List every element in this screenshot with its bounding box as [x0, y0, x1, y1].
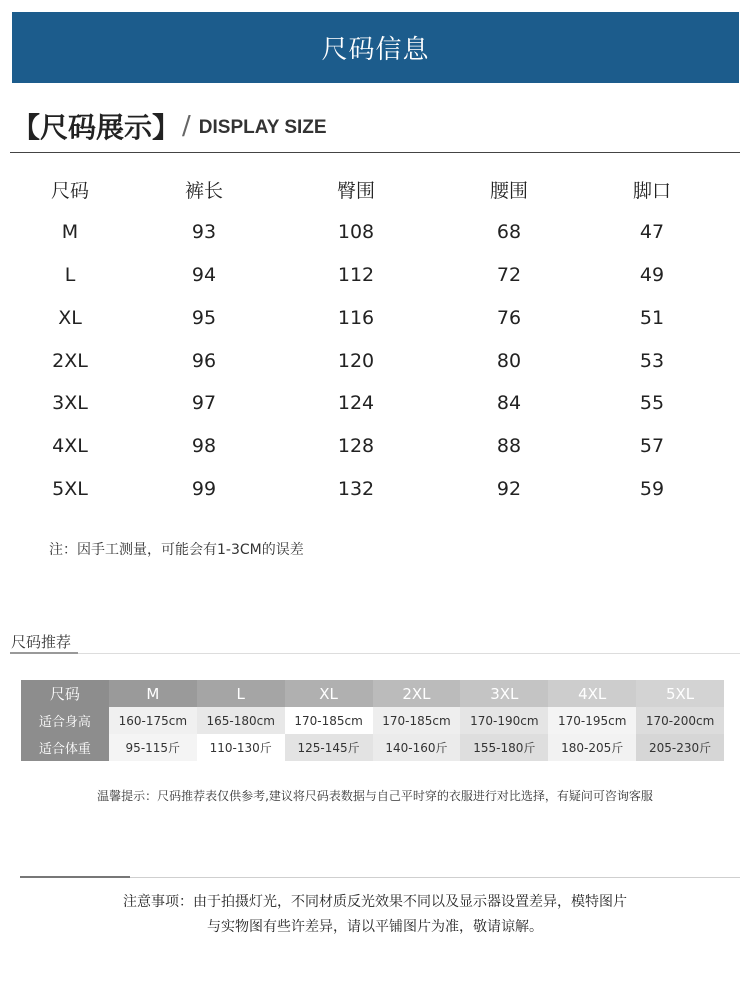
table-cell: 49	[639, 263, 665, 286]
table-cell: 5XL	[52, 477, 88, 500]
measurement-note: 注：因手工测量，可能会有1-3CM的误差	[49, 542, 304, 558]
table-cell: 53	[639, 349, 665, 372]
table-cell: 96	[191, 349, 217, 372]
section-title-en: DISPLAY SIZE	[198, 117, 327, 138]
banner	[12, 12, 739, 83]
table-cell: 94	[191, 263, 217, 286]
notice-line-2: 与实物图有些许差异，请以平铺图片为准，敬请谅解。	[207, 919, 543, 935]
size-tip: 温馨提示：尺码推荐表仅供参考,建议将尺码表数据与自己平时穿的衣服进行对比选择，有疑问可咨询客服	[97, 789, 653, 803]
table-cell: 92	[496, 477, 522, 500]
table-cell: 68	[496, 221, 522, 244]
recommend-header-row	[21, 680, 724, 707]
recommend-weight-cell: 110-130斤	[197, 734, 285, 761]
recommend-header-cell: 3XL	[460, 680, 548, 707]
recommend-height-cell: 170-185cm	[285, 707, 373, 734]
table-cell: 51	[639, 306, 665, 329]
recommend-weight-cell: 205-230斤	[636, 734, 724, 761]
table-cell: 99	[191, 477, 217, 500]
notice-divider-light	[130, 877, 740, 878]
notice-divider-dark	[20, 876, 130, 878]
recommend-header-cell: L	[197, 680, 285, 707]
notice	[0, 890, 750, 940]
recommend-height-label: 适合身高	[21, 707, 109, 734]
size-table	[0, 168, 750, 510]
header-cell: 臀围	[336, 179, 375, 202]
recommend-title-underline	[10, 652, 78, 654]
table-row	[0, 254, 750, 297]
table-cell: M	[61, 221, 79, 244]
section-title-slash: /	[182, 111, 191, 141]
table-cell: 112	[337, 263, 375, 286]
table-row	[0, 296, 750, 339]
table-cell: 3XL	[52, 392, 88, 415]
recommend-height-cell: 170-185cm	[373, 707, 461, 734]
table-cell: XL	[58, 306, 82, 329]
recommend-weight-cell: 155-180斤	[460, 734, 548, 761]
table-cell: 80	[496, 349, 522, 372]
table-cell: 55	[639, 392, 665, 415]
table-row	[0, 468, 750, 511]
table-row	[0, 382, 750, 425]
table-cell: 72	[496, 263, 522, 286]
table-cell: 108	[337, 221, 375, 244]
recommend-divider	[78, 653, 740, 654]
recommend-weight-cell: 95-115斤	[109, 734, 197, 761]
table-cell: 116	[337, 306, 375, 329]
table-cell: 59	[639, 477, 665, 500]
table-cell: 93	[191, 221, 217, 244]
recommend-table	[21, 680, 724, 761]
notice-line-1: 注意事项：由于拍摄灯光，不同材质反光效果不同以及显示器设置差异，模特图片	[123, 894, 627, 910]
section-title-cn: 【尺码展示】	[12, 111, 181, 144]
recommend-height-cell: 160-175cm	[109, 707, 197, 734]
recommend-header-cell: M	[109, 680, 197, 707]
recommend-header-cell: XL	[285, 680, 373, 707]
table-cell: 132	[337, 477, 375, 500]
table-cell: 4XL	[52, 435, 88, 458]
recommend-weight-row	[21, 734, 724, 761]
section-divider	[10, 152, 740, 153]
table-cell: 95	[191, 306, 217, 329]
header-cell: 腰围	[489, 179, 528, 202]
recommend-height-cell: 170-200cm	[636, 707, 724, 734]
table-cell: 128	[337, 435, 375, 458]
table-cell: 98	[191, 435, 217, 458]
table-cell: 97	[191, 392, 217, 415]
recommend-height-row	[21, 707, 724, 734]
table-row	[0, 211, 750, 254]
table-cell: 57	[639, 435, 665, 458]
recommend-height-cell: 170-190cm	[460, 707, 548, 734]
table-cell: 47	[639, 221, 665, 244]
table-cell: 76	[496, 306, 522, 329]
recommend-header-cell: 5XL	[636, 680, 724, 707]
table-cell: 88	[496, 435, 522, 458]
header-cell: 尺码	[50, 179, 89, 202]
recommend-weight-label: 适合体重	[21, 734, 109, 761]
table-cell: 120	[337, 349, 375, 372]
recommend-header-cell: 2XL	[373, 680, 461, 707]
banner-title: 尺码信息	[321, 35, 430, 65]
table-cell: 124	[337, 392, 375, 415]
recommend-header-cell: 尺码	[21, 680, 109, 707]
table-cell: L	[64, 263, 76, 286]
section-title	[12, 106, 327, 146]
recommend-height-cell: 165-180cm	[197, 707, 285, 734]
recommend-weight-cell: 140-160斤	[373, 734, 461, 761]
recommend-title: 尺码推荐	[11, 633, 72, 651]
header-cell: 脚口	[632, 179, 671, 202]
recommend-height-cell: 170-195cm	[548, 707, 636, 734]
header-cell: 裤长	[184, 179, 223, 202]
recommend-weight-cell: 125-145斤	[285, 734, 373, 761]
recommend-header-cell: 4XL	[548, 680, 636, 707]
table-row	[0, 339, 750, 382]
recommend-weight-cell: 180-205斤	[548, 734, 636, 761]
table-cell: 84	[496, 392, 522, 415]
table-cell: 2XL	[52, 349, 88, 372]
table-row	[0, 425, 750, 468]
size-table-header	[0, 168, 750, 211]
